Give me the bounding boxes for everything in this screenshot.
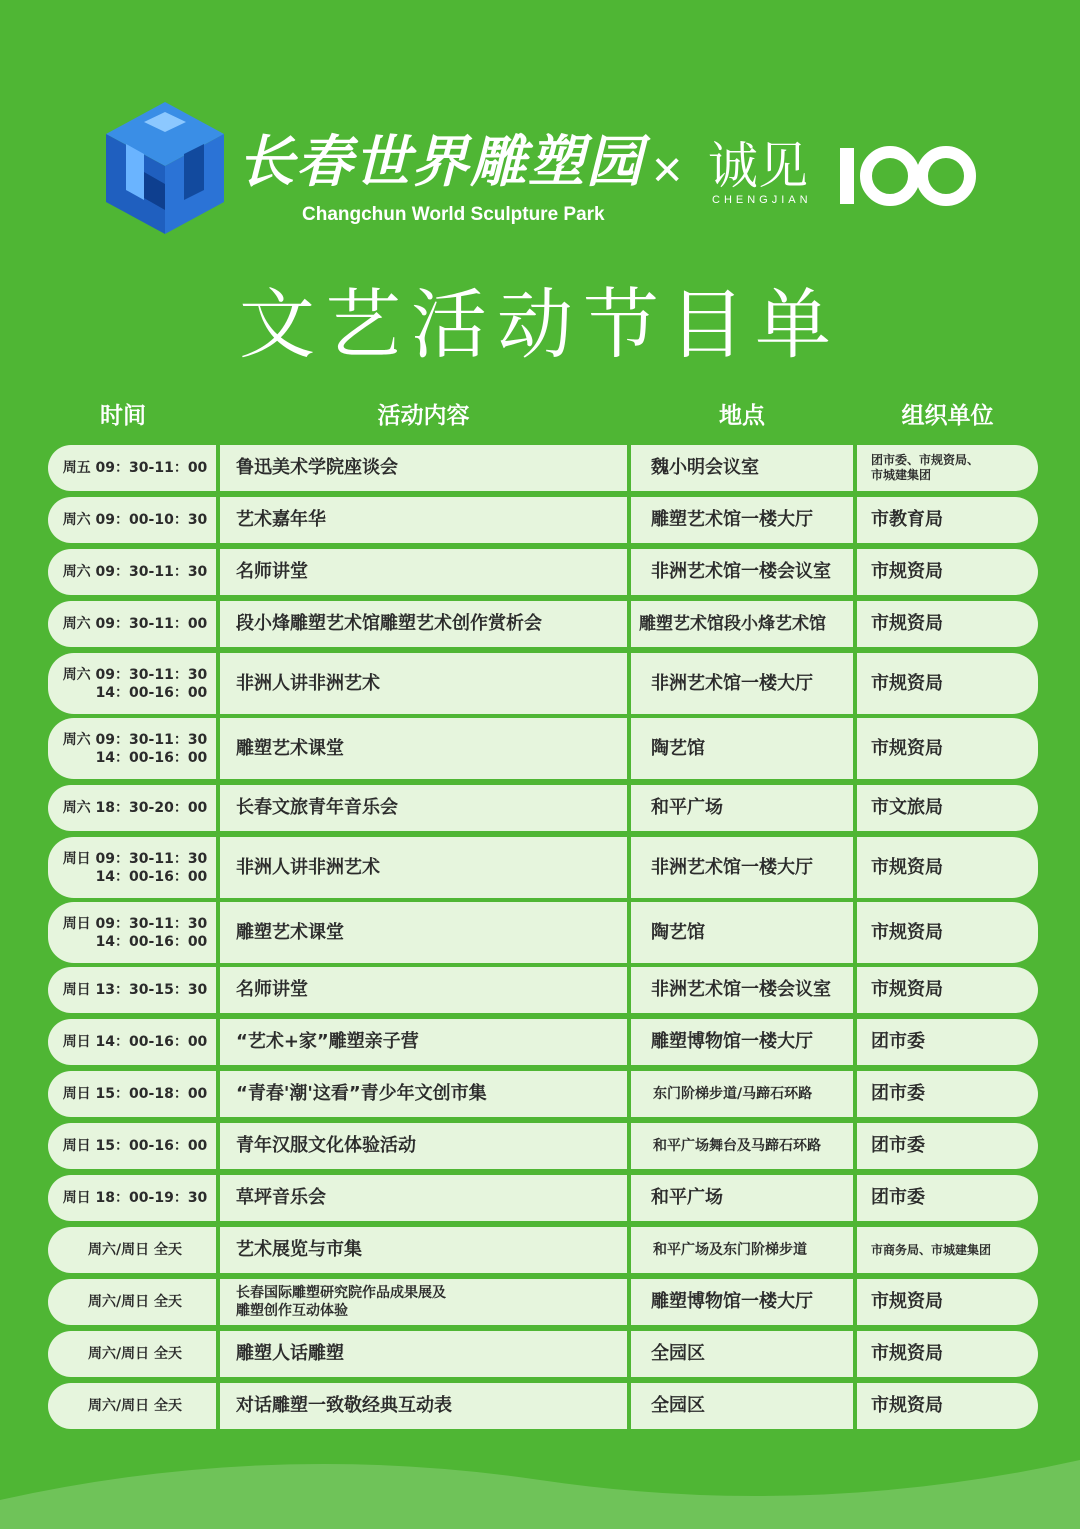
cell-organizer: [857, 785, 1038, 831]
column-separator: [216, 601, 220, 647]
header: [0, 0, 1080, 260]
cell-activity-text: 名师讲堂: [236, 979, 308, 1000]
program-table: [48, 396, 1038, 1416]
column-separator: [853, 1227, 857, 1273]
cell-time-text: 周六 18：30-20：00: [62, 800, 208, 816]
table-row: [48, 1071, 1038, 1117]
cube-logo-icon: [104, 100, 226, 236]
table-row: [48, 653, 1038, 714]
cell-organizer: [857, 1175, 1038, 1221]
cell-location-text: 全园区: [651, 1343, 705, 1364]
column-separator: [853, 1019, 857, 1065]
cell-activity: [220, 1331, 627, 1377]
cell-time: [48, 837, 216, 898]
cell-location: [631, 1019, 853, 1065]
cell-activity-text: 雕塑艺术课堂: [236, 737, 344, 759]
cell-time-text: 周六 09：30-11：30: [62, 564, 208, 580]
cell-time-text: 周六 09：30-11：30 14：00-16：00: [62, 731, 208, 766]
column-header-organizer: 组织单位: [901, 403, 994, 429]
table-row: [48, 445, 1038, 491]
cell-organizer-text: 市规资局: [871, 672, 943, 694]
cell-activity: [220, 1279, 627, 1325]
table-header: [48, 396, 1038, 436]
table-row: [48, 549, 1038, 595]
cell-location-text: 全园区: [651, 1395, 705, 1416]
cell-organizer: [857, 1123, 1038, 1169]
column-separator: [853, 1279, 857, 1325]
column-separator: [216, 718, 220, 779]
cell-location: [631, 497, 853, 543]
cell-time: [48, 549, 216, 595]
cell-location-text: 魏小明会议室: [651, 457, 759, 478]
cell-time-text: 周六 09：00-10：30: [62, 512, 208, 528]
cell-location: [631, 1227, 853, 1273]
column-separator: [627, 549, 631, 595]
column-separator: [853, 601, 857, 647]
column-separator: [853, 653, 857, 714]
cell-time-text: 周日 15：00-18：00: [62, 1086, 208, 1102]
cell-time-text: 周六 09：30-11：00: [62, 616, 208, 632]
cell-time: [48, 653, 216, 714]
cell-location-text: 雕塑博物馆一楼大厅: [651, 1031, 813, 1052]
column-separator: [216, 497, 220, 543]
cell-organizer-text: 市规资局: [871, 856, 943, 878]
cell-organizer: [857, 497, 1038, 543]
cell-time: [48, 1175, 216, 1221]
cell-time-text: 周六/周日 全天: [88, 1346, 182, 1362]
cell-organizer: [857, 1227, 1038, 1273]
column-separator: [627, 837, 631, 898]
cell-organizer: [857, 1071, 1038, 1117]
column-separator: [853, 718, 857, 779]
cell-activity: [220, 837, 627, 898]
column-separator: [853, 1175, 857, 1221]
column-separator: [627, 1123, 631, 1169]
cell-organizer: [857, 445, 1038, 491]
cell-organizer-text: 团市委: [871, 1031, 925, 1052]
cell-organizer-text: 市规资局: [871, 561, 943, 582]
column-separator: [853, 497, 857, 543]
partner-english-name: CHENGJIAN: [712, 194, 812, 206]
column-separator: [216, 549, 220, 595]
column-separator: [627, 445, 631, 491]
table-row: [48, 967, 1038, 1013]
column-separator: [216, 967, 220, 1013]
cell-activity-text: 青年汉服文化体验活动: [236, 1135, 416, 1156]
cell-time-text: 周日 09：30-11：30 14：00-16：00: [62, 850, 208, 885]
column-separator: [853, 785, 857, 831]
cell-time-text: 周日 14：00-16：00: [62, 1034, 208, 1050]
column-separator: [216, 902, 220, 963]
column-separator: [216, 1123, 220, 1169]
cell-location: [631, 653, 853, 714]
cell-time: [48, 1019, 216, 1065]
cell-organizer-text: 团市委: [871, 1187, 925, 1208]
column-separator: [627, 1227, 631, 1273]
cell-location-text: 和平广场舞台及马蹄石环路: [653, 1138, 821, 1154]
cell-location-text: 雕塑艺术馆段小烽艺术馆: [639, 614, 826, 634]
cell-organizer: [857, 718, 1038, 779]
column-separator: [627, 967, 631, 1013]
column-separator: [216, 445, 220, 491]
table-row: [48, 1175, 1038, 1221]
cell-organizer-text: 团市委: [871, 1083, 925, 1104]
cell-time-text: 周六/周日 全天: [88, 1294, 182, 1310]
cell-location-text: 非洲艺术馆一楼会议室: [651, 561, 831, 582]
cell-activity-text: 雕塑艺术课堂: [236, 921, 344, 943]
cell-location: [631, 1331, 853, 1377]
column-separator: [627, 718, 631, 779]
column-separator: [627, 1019, 631, 1065]
cell-location-text: 雕塑博物馆一楼大厅: [651, 1291, 813, 1312]
column-separator: [627, 601, 631, 647]
cell-location: [631, 549, 853, 595]
brand-chinese-name: 长春世界雕塑园: [238, 129, 644, 195]
cell-organizer: [857, 653, 1038, 714]
cell-time-text: 周日 09：30-11：30 14：00-16：00: [62, 915, 208, 950]
brand-english-name: Changchun World Sculpture Park: [302, 204, 605, 225]
column-separator: [853, 837, 857, 898]
cell-location: [631, 1279, 853, 1325]
cell-time: [48, 1071, 216, 1117]
cell-location-text: 和平广场及东门阶梯步道: [653, 1242, 807, 1258]
cell-organizer: [857, 902, 1038, 963]
column-separator: [216, 1071, 220, 1117]
cell-activity-text: 名师讲堂: [236, 561, 308, 582]
column-separator: [853, 549, 857, 595]
table-row: [48, 1019, 1038, 1065]
cell-time-text: 周六/周日 全天: [88, 1242, 182, 1258]
partner-100-logo-icon: [838, 142, 978, 208]
cell-activity-text: 长春文旅青年音乐会: [236, 797, 398, 818]
column-separator: [216, 785, 220, 831]
column-separator: [216, 653, 220, 714]
cell-location-text: 非洲艺术馆一楼大厅: [651, 672, 813, 694]
cell-activity: [220, 718, 627, 779]
cell-activity: [220, 549, 627, 595]
cell-organizer: [857, 967, 1038, 1013]
column-separator: [216, 1227, 220, 1273]
column-separator: [216, 1331, 220, 1377]
column-separator: [627, 497, 631, 543]
cell-time: [48, 718, 216, 779]
cell-time-text: 周六/周日 全天: [88, 1398, 182, 1414]
column-separator: [853, 1123, 857, 1169]
cell-activity-text: 艺术展览与市集: [236, 1239, 362, 1260]
cell-location: [631, 601, 853, 647]
cell-location-text: 非洲艺术馆一楼会议室: [651, 979, 831, 1000]
cell-time-text: 周五 09：30-11：00: [62, 460, 208, 476]
cell-location-text: 陶艺馆: [651, 921, 705, 943]
column-separator: [627, 1175, 631, 1221]
column-separator: [853, 1331, 857, 1377]
cell-activity-text: “艺术+家”雕塑亲子营: [236, 1031, 419, 1052]
page-title: 文艺活动节目单: [239, 280, 841, 369]
cell-activity: [220, 1175, 627, 1221]
cell-organizer-text: 市规资局: [871, 1343, 943, 1364]
column-separator: [627, 1071, 631, 1117]
cell-location-text: 陶艺馆: [651, 737, 705, 759]
cell-location: [631, 837, 853, 898]
cell-location-text: 雕塑艺术馆一楼大厅: [651, 509, 813, 530]
cell-location-text: 和平广场: [651, 797, 723, 818]
cell-organizer-text: 市规资局: [871, 921, 943, 943]
cell-organizer: [857, 1019, 1038, 1065]
column-header-time: 时间: [100, 403, 146, 429]
cell-activity: [220, 601, 627, 647]
cell-time-text: 周日 15：00-16：00: [62, 1138, 208, 1154]
column-separator: [627, 902, 631, 963]
cell-activity-text: “青春'潮'这看”青少年文创市集: [236, 1083, 487, 1104]
cell-organizer: [857, 1331, 1038, 1377]
cell-location: [631, 785, 853, 831]
cell-activity-text: 草坪音乐会: [236, 1187, 326, 1208]
cell-location: [631, 967, 853, 1013]
cell-activity: [220, 1227, 627, 1273]
cell-activity-text: 非洲人讲非洲艺术: [236, 856, 380, 878]
cell-organizer-text: 市教育局: [871, 509, 943, 530]
cell-location: [631, 718, 853, 779]
cell-location: [631, 445, 853, 491]
cell-time: [48, 601, 216, 647]
column-separator: [627, 653, 631, 714]
cell-time: [48, 1227, 216, 1273]
table-row: [48, 601, 1038, 647]
cell-time: [48, 445, 216, 491]
background-decoration: [0, 1420, 1080, 1529]
column-separator: [216, 1019, 220, 1065]
cell-organizer: [857, 549, 1038, 595]
cell-activity: [220, 785, 627, 831]
cell-activity: [220, 445, 627, 491]
column-separator: [627, 1331, 631, 1377]
cell-organizer-text: 市规资局: [871, 1291, 943, 1312]
cell-activity-text: 雕塑人话雕塑: [236, 1343, 344, 1364]
table-row: [48, 1123, 1038, 1169]
cell-activity: [220, 653, 627, 714]
cell-time: [48, 785, 216, 831]
column-separator: [627, 785, 631, 831]
cell-time-text: 周六 09：30-11：30 14：00-16：00: [62, 666, 208, 701]
cell-activity-text: 鲁迅美术学院座谈会: [236, 457, 398, 478]
cell-location-text: 东门阶梯步道/马蹄石环路: [653, 1086, 813, 1102]
column-separator: [216, 1175, 220, 1221]
cell-organizer: [857, 1279, 1038, 1325]
cell-activity-text: 段小烽雕塑艺术馆雕塑艺术创作赏析会: [236, 613, 542, 634]
cell-activity-text: 长春国际雕塑研究院作品成果展及 雕塑创作互动体验: [236, 1285, 446, 1319]
table-row: [48, 785, 1038, 831]
column-separator: [853, 902, 857, 963]
cell-organizer: [857, 601, 1038, 647]
cell-activity: [220, 497, 627, 543]
table-row: [48, 497, 1038, 543]
cell-location: [631, 1071, 853, 1117]
cell-organizer-text: 市文旅局: [871, 797, 943, 818]
cell-activity: [220, 1071, 627, 1117]
column-separator: [216, 1279, 220, 1325]
cell-location: [631, 1175, 853, 1221]
cell-time-text: 周日 13：30-15：30: [62, 982, 208, 998]
partner-chinese-name: 诚见: [708, 137, 808, 195]
table-row: [48, 902, 1038, 963]
cell-activity: [220, 1123, 627, 1169]
cell-time: [48, 1279, 216, 1325]
cell-time-text: 周日 18：00-19：30: [62, 1190, 208, 1206]
table-row: [48, 1227, 1038, 1273]
cell-organizer-text: 市商务局、市城建集团: [871, 1243, 992, 1257]
cell-organizer-text: 市规资局: [871, 979, 943, 1000]
cell-location-text: 非洲艺术馆一楼大厅: [651, 856, 813, 878]
cell-location: [631, 902, 853, 963]
column-separator: [853, 967, 857, 1013]
cell-time: [48, 1123, 216, 1169]
cell-organizer-text: 团市委、市规资局、 市城建集团: [871, 453, 980, 482]
cell-time: [48, 902, 216, 963]
table-row: [48, 1331, 1038, 1377]
cell-organizer-text: 市规资局: [871, 613, 943, 634]
table-row: [48, 837, 1038, 898]
cell-organizer-text: 团市委: [871, 1135, 925, 1156]
cell-organizer: [857, 837, 1038, 898]
column-separator: [216, 837, 220, 898]
cell-time: [48, 967, 216, 1013]
cell-activity-text: 对话雕塑一致敬经典互动表: [236, 1395, 452, 1416]
cell-activity-text: 艺术嘉年华: [236, 509, 326, 530]
cell-organizer-text: 市规资局: [871, 737, 943, 759]
column-separator: [853, 445, 857, 491]
column-header-activity: 活动内容: [377, 403, 470, 429]
cell-time: [48, 497, 216, 543]
column-separator: [627, 1279, 631, 1325]
table-row: [48, 718, 1038, 779]
cell-location-text: 和平广场: [651, 1187, 723, 1208]
cell-activity: [220, 967, 627, 1013]
column-separator: [853, 1071, 857, 1117]
cell-activity: [220, 902, 627, 963]
cell-activity-text: 非洲人讲非洲艺术: [236, 672, 380, 694]
column-header-location: 地点: [719, 403, 765, 429]
collab-times-mark: ×: [652, 141, 683, 199]
cell-time: [48, 1331, 216, 1377]
cell-location: [631, 1123, 853, 1169]
cell-activity: [220, 1019, 627, 1065]
table-row: [48, 1279, 1038, 1325]
cell-organizer-text: 市规资局: [871, 1395, 943, 1416]
